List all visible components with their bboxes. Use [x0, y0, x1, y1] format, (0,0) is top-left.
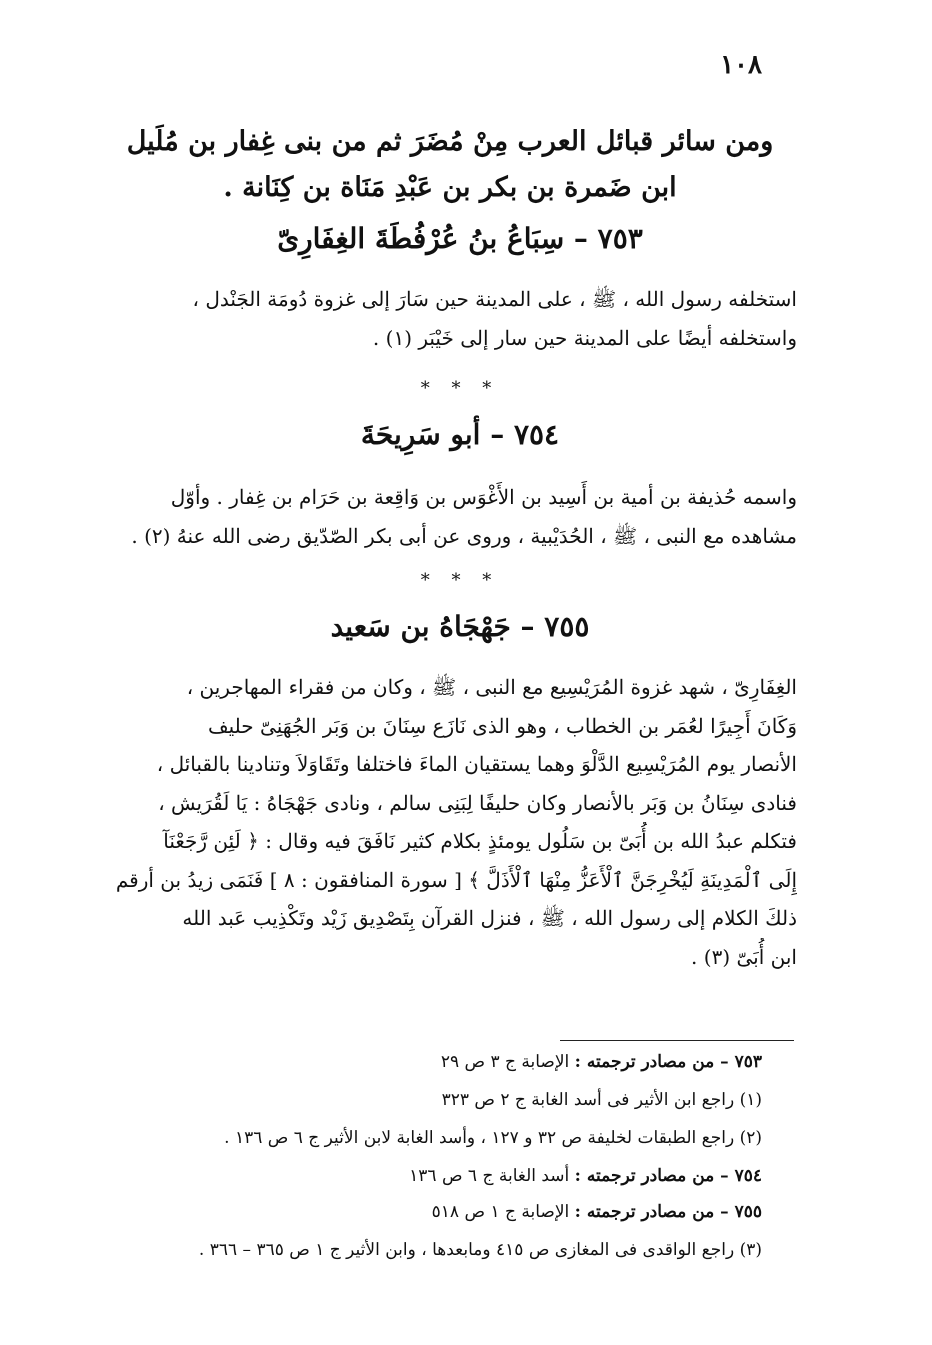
footnote	[442, 1090, 762, 1110]
entry-755-title: ٧٥٥ – جَهْجَاهُ بن سَعيد	[330, 610, 590, 643]
entry-754-body	[95, 478, 797, 555]
footnote-source-label: ٧٥٣ – من مصادر ترجمته :	[574, 1052, 762, 1072]
footnote	[432, 1202, 762, 1222]
entry-755-line: الغِفَارِىّ ، شهد غزوة المُرَيْسِيع مع النبى ، ﷺ ، وكان من فقراء المهاجرين ،	[186, 675, 797, 699]
entry-755-line: الأنصار يوم المُرَيْسِيع الدَّلْوَ وهما يستقيان الماءَ فاختلفا وتَقَاوَلاَ وتنادينا بالقبائل ،	[156, 752, 797, 776]
footnote-text: (١) راجع ابن الأثير فى أسد الغابة ج ٢ ص ٣٢٣	[441, 1090, 762, 1110]
section-separator: * * *	[420, 378, 500, 399]
footnote-source-label: ٧٥٥ – من مصادر ترجمته :	[574, 1202, 762, 1222]
footnote-divider	[560, 1040, 794, 1041]
entry-753-body	[95, 280, 797, 357]
entry-754-line: واسمه حُذيفة بن أمية بن أَسِيد بن الأَغْوَس بن وَاقِعة بن حَرَام بن غِفار . وأوّل	[170, 485, 797, 509]
tribe-heading-line-2: ابن ضَمرة بن بكر بن عَبْدِ مَنَاة بن كِنَانة .	[223, 172, 677, 203]
page-number: ١٠٨	[720, 50, 762, 80]
footnote-text: الإصابة ج ١ ص ٥١٨	[431, 1202, 575, 1222]
footnote	[224, 1128, 762, 1148]
entry-755-line: وَكَانَ أَجِيرًا لعُمَر بن الخطاب ، وهو الذى نَازَع سِنَانَ بن وَبَر الجُهَنِىّ حليف	[207, 713, 797, 738]
footnote-text: (٣) راجع الواقدى فى المغازى ص ٤١٥ ومابعدها ، وابن الأثير ج ١ ص ٣٦٥ – ٣٦٦ .	[198, 1240, 762, 1260]
entry-755-line: ابن أُبَىّ (٣) .	[691, 944, 797, 969]
entry-755-line: ذلكَ الكلام إلى رسول الله ، ﷺ ، فنزل القرآن بِتَصْدِيق زَيْد وتَكْذِيب عَبد الله	[182, 906, 797, 930]
footnote-text: أسد الغابة ج ٦ ص ١٣٦	[409, 1166, 575, 1186]
section-separator: * * *	[420, 570, 500, 591]
footnote	[441, 1052, 762, 1072]
entry-755-line: إِلَى ٱلْمَدِينَةِ لَيُخْرِجَنَّ ٱلْأَعَزُّ مِنْهَا ٱلْأَذَلَّ ﴾ [ سورة المنافقون : ٨ ] فَنَمَى زيدُ بن أرقم	[115, 867, 797, 892]
entry-755-body	[95, 668, 797, 976]
entry-753-title: ٧٥٣ – سِبَاعُ بنُ عُرْفُطَةَ الغِفَارِىّ	[277, 222, 643, 255]
entry-755-line: فتكلم عبدُ الله بن أُبَىّ بن سَلُول يومئذٍ بكلام كثير نَافَقَ فيه وقال : ﴿ لَئِن رَّجَعْنَآ	[163, 829, 797, 853]
entry-754-title: ٧٥٤ – أبو سَرِيحَةَ	[360, 418, 560, 451]
footnote	[409, 1166, 762, 1186]
footnote-source-label: ٧٥٤ – من مصادر ترجمته :	[574, 1166, 762, 1186]
entry-754-line: مشاهده مع النبى ، ﷺ ، الحُدَيْبية ، وروى عن أبى بكر الصّدّيق رضى الله عنهُ (٢) .	[131, 523, 797, 548]
entry-753-line: استخلفه رسول الله ، ﷺ ، على المدينة حين سَارَ إلى غزوة دُومَة الجَنْدل ،	[192, 287, 797, 311]
footnote-text: (٢) راجع الطبقات لخليفة ص ٣٢ و ١٢٧ ، وأسد الغابة لابن الأثير ج ٦ ص ١٣٦ .	[224, 1128, 762, 1148]
footnote	[199, 1240, 762, 1260]
entry-755-line: فنادى سِنَانُ بن وَبَر بالأنصار وكان حليفًا لِبَنِى سالم ، ونادى جَهْجَاهُ : يَا لَقُرَيش ،	[158, 790, 797, 815]
footnote-text: الإصابة ج ٣ ص ٢٩	[440, 1052, 575, 1072]
tribe-heading-line-1: ومن سائر قبائل العرب مِنْ مُضَرَ ثم من بنى غِفار بن مُلَيل	[126, 126, 774, 157]
entry-753-line: واستخلفه أيضًا على المدينة حين سار إلى خَيْبَر (١) .	[372, 325, 797, 350]
